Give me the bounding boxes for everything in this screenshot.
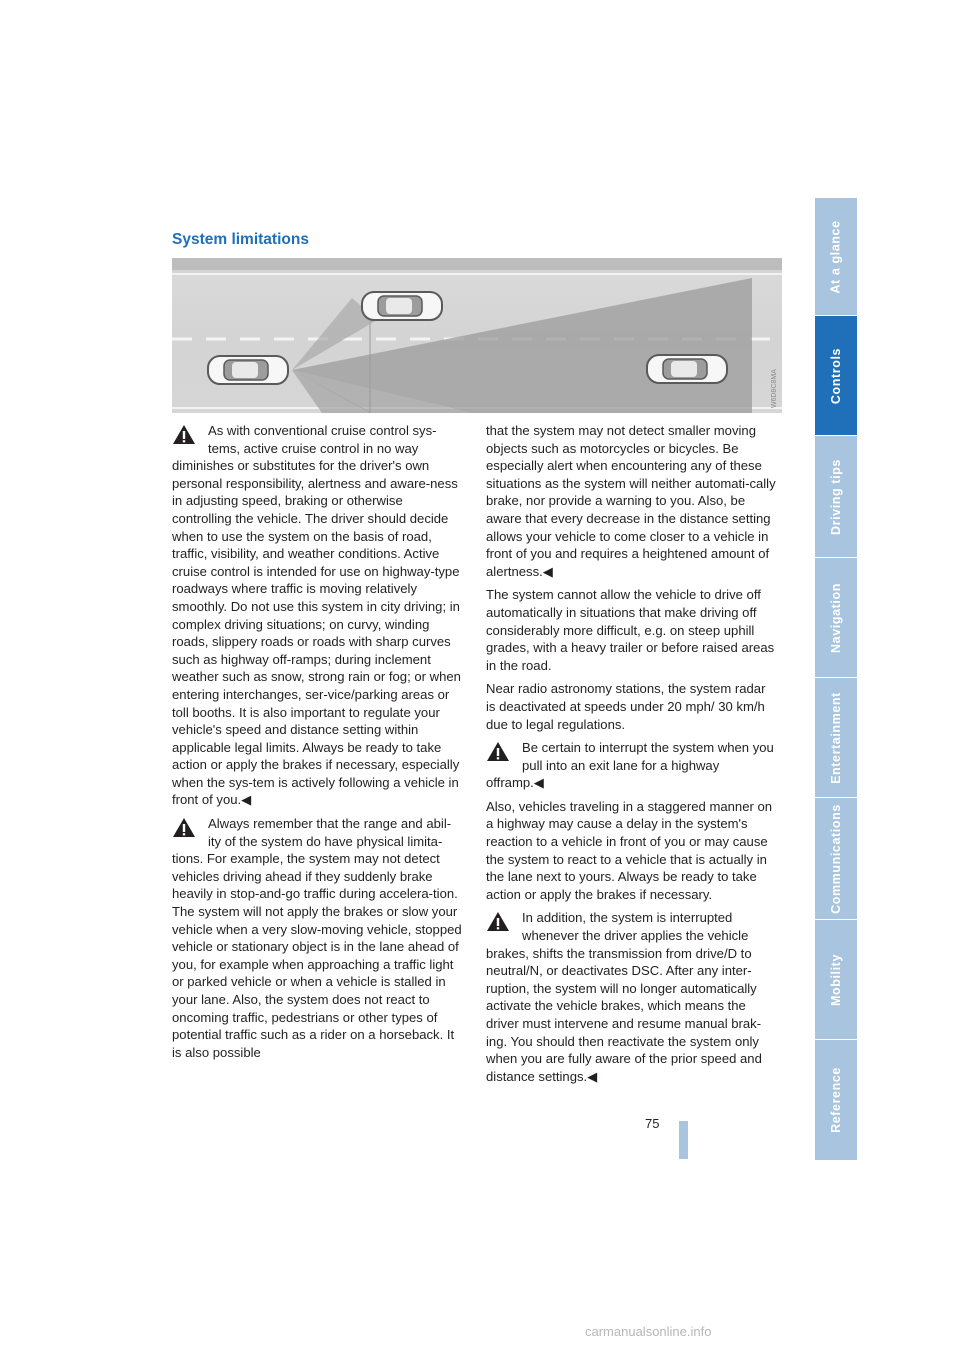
tab-label: Navigation bbox=[829, 582, 843, 653]
chapter-sidebar bbox=[815, 198, 857, 1160]
warning-text-2: Always remember that the range and abil-ity of the system do have physical limita-tions. For example, the system may not detect vehicles driving ahead if they suddenly brake heavily in stop-and-go traffic during accelera-tion. The system will not apply the brakes or slow your vehicle when a very slow-moving vehicle, stopped vehicle or stationary object is in the lane ahead of you, for example when approaching a traffic light or parked vehicle or when a vehicle is stalled in your lane. Also, the system does not react to oncoming traffic, pedestrians or other types of potential traffic such as a rider on a horseback. It is also possible bbox=[172, 816, 462, 1060]
figure-code: W6D8C8MA bbox=[771, 369, 778, 408]
section-heading: System limitations bbox=[172, 231, 309, 248]
watermark: carmanualsonline.info bbox=[585, 1324, 712, 1339]
warning-paragraph-1 bbox=[172, 422, 464, 809]
tab-label: Mobility bbox=[829, 953, 843, 1006]
tab-label: Entertainment bbox=[829, 691, 843, 784]
radar-diagram-figure bbox=[172, 258, 782, 413]
tab-driving-tips[interactable] bbox=[815, 436, 857, 558]
tab-communications[interactable] bbox=[815, 798, 857, 920]
warning-text-4: In addition, the system is interrupted whenever the driver applies the vehicle brakes, shifts the transmission from drive/D to neutral/N, or deactivates DSC. After any inter-ruption, the system will no longer automatically activate the vehicle brakes, which means the driver must intervene and resume manual brak-ing. You should then reactivate the system only when you are fully aware of the prior speed and distance settings.◀ bbox=[486, 910, 762, 1084]
tab-label: Controls bbox=[829, 347, 843, 404]
ego-vehicle bbox=[208, 356, 288, 384]
warning-triangle-icon bbox=[486, 741, 510, 762]
warning-triangle-icon bbox=[486, 911, 510, 932]
warning-paragraph-4 bbox=[486, 909, 778, 1085]
page-number: 75 bbox=[645, 1116, 660, 1131]
tab-label: Reference bbox=[829, 1067, 844, 1133]
tab-reference[interactable] bbox=[815, 1040, 857, 1160]
tab-label: At a glance bbox=[829, 219, 844, 294]
left-column bbox=[172, 422, 464, 1067]
paragraph-2: The system cannot allow the vehicle to drive off automatically in situations that make driving off considerably more difficult, e.g. on steep uphill grades, with a heavy trailer or before raised areas in the road. bbox=[486, 587, 775, 673]
radar-diagram bbox=[172, 258, 782, 413]
tab-mobility[interactable] bbox=[815, 920, 857, 1040]
tab-navigation[interactable] bbox=[815, 558, 857, 678]
tab-at-a-glance[interactable] bbox=[815, 198, 857, 316]
warning-text-3: Be certain to interrupt the system when you pull into an exit lane for a highway offramp.◀ bbox=[486, 740, 774, 791]
tab-label: Communications bbox=[829, 803, 843, 914]
warning-paragraph-2 bbox=[172, 815, 464, 1061]
road-shoulder-top bbox=[172, 258, 782, 270]
right-column bbox=[486, 422, 778, 1091]
warning-triangle-icon bbox=[172, 817, 196, 838]
tab-entertainment[interactable] bbox=[815, 678, 857, 798]
paragraph-1: that the system may not detect smaller moving objects such as motorcycles or bicycles. Be especially alert when encountering any of these situations as the system will neither automati-cally brake, nor provide a warning to you. Also, be aware that every decrease in the distance setting allows your vehicle to come closer to a vehicle in front of you and requires a heightened amount of alertness.◀ bbox=[486, 423, 776, 579]
vehicle-ahead-left-lane bbox=[362, 292, 442, 320]
page-marker-bar bbox=[679, 1121, 688, 1159]
warning-paragraph-3 bbox=[486, 739, 778, 792]
paragraph-4: Also, vehicles traveling in a staggered manner on a highway may cause a delay in the system's reaction to a vehicle in front of you or may cause the system to react to a vehicle that is actually in the lane next to yours. Always be ready to take action or apply the brakes if necessary. bbox=[486, 798, 773, 902]
paragraph-3: Near radio astronomy stations, the system radar is deactivated at speeds under 20 mph/ 30 km/h due to legal regulations. bbox=[486, 681, 766, 732]
tab-controls[interactable] bbox=[815, 316, 857, 436]
warning-text-1: As with conventional cruise control sys-tems, active cruise control in no way diminishes or substitutes for the driver's own personal responsibility, alertness and aware-ness in adjusting speed, braking or otherwise controlling the vehicle. The driver should decide when to use the system on the basis of road, traffic, visibility, and weather conditions. Active cruise control is intended for use on highway-type roadways where traffic is moving relatively smoothly. Do not use this system in city driving; in complex driving situations; on curvy, winding roads, slippery roads or roads with sharp curves such as highway off-ramps; during inclement weather such as snow, strong rain or fog; or when entering interchanges, ser-vice/parking areas or toll booths. It is also important to regulate your vehicle's speed and distance setting within applicable legal limits. Always be ready to take action or apply the brakes if necessary, especially when the sys-tem is actively following a vehicle in front of you.◀ bbox=[172, 423, 461, 808]
warning-triangle-icon bbox=[172, 424, 196, 445]
tab-label: Driving tips bbox=[829, 458, 843, 535]
vehicle-ahead-same-lane bbox=[647, 355, 727, 383]
